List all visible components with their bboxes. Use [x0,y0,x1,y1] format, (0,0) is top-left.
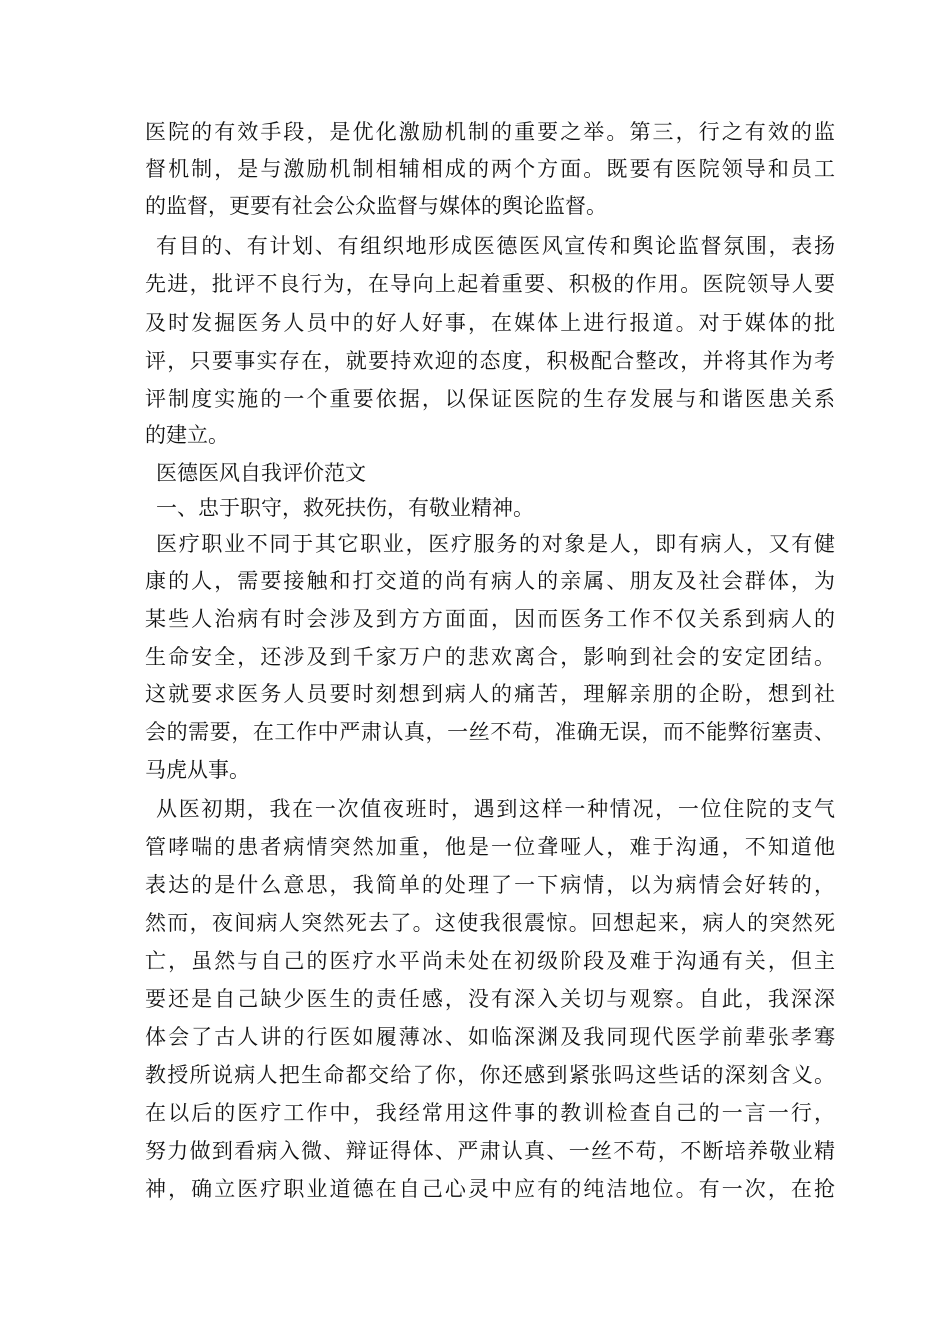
text-line: 从医初期，我在一次值夜班时，遇到这样一种情况，一位住院的支气 [156,797,835,821]
text-line: 亡，虽然与自己的医疗水平尚未处在初级阶段及难于沟通有关，但主 [145,949,835,973]
text-line: 表达的是什么意思，我简单的处理了一下病情，以为病情会好转的， [145,873,835,897]
text-line: 某些人治病有时会涉及到方方面面，因而医务工作不仅关系到病人的 [145,607,835,631]
text-line: 这就要求医务人员要时刻想到病人的痛苦，理解亲朋的企盼，想到社 [145,682,835,706]
text-line: 管哮喘的患者病情突然加重，他是一位聋哑人，难于沟通，不知道他 [145,835,835,859]
text-line: 要还是自己缺少医生的责任感，没有深入关切与观察。自此，我深深 [145,987,835,1011]
text-line: 体会了古人讲的行医如履薄冰、如临深渊及我同现代医学前辈张孝骞 [145,1025,835,1049]
text-line: 马虎从事。 [145,758,250,782]
text-line: 的建立。 [145,423,229,447]
section-heading: 医德医风自我评价范文 [156,461,366,485]
text-line: 评，只要事实存在，就要持欢迎的态度，积极配合整改，并将其作为考 [145,349,835,373]
text-line: 的监督，更要有社会公众监督与媒体的舆论监督。 [145,194,607,218]
text-line: 医疗职业不同于其它职业，医疗服务的对象是人，即有病人，又有健 [156,532,835,556]
text-line: 会的需要，在工作中严肃认真，一丝不苟，准确无误，而不能弊衍塞责、 [145,720,835,744]
text-line: 生命安全，还涉及到千家万户的悲欢离合，影响到社会的安定团结。 [145,645,835,669]
text-line: 有目的、有计划、有组织地形成医德医风宣传和舆论监督氛围，表扬 [156,234,835,258]
text-line: 然而，夜间病人突然死去了。这使我很震惊。回想起来，病人的突然死 [145,911,835,935]
text-line: 及时发掘医务人员中的好人好事，在媒体上进行报道。对于媒体的批 [145,311,835,335]
text-line: 教授所说病人把生命都交给了你，你还感到紧张吗这些话的深刻含义。 [145,1063,835,1087]
text-line: 医院的有效手段，是优化激励机制的重要之举。第三，行之有效的监 [145,120,835,144]
text-line: 先进，批评不良行为，在导向上起着重要、积极的作用。医院领导人要 [145,272,835,296]
text-line: 在以后的医疗工作中，我经常用这件事的教训检查自己的一言一行， [145,1101,835,1125]
text-line: 评制度实施的一个重要依据，以保证医院的生存发展与和谐医患关系 [145,387,835,411]
text-line: 努力做到看病入微、辩证得体、严肃认真、一丝不苟，不断培养敬业精 [145,1139,835,1163]
text-line: 督机制，是与激励机制相辅相成的两个方面。既要有医院领导和员工 [145,157,835,181]
subsection-heading: 一、忠于职守，救死扶伤，有敬业精神。 [156,496,534,520]
text-line: 康的人，需要接触和打交道的尚有病人的亲属、朋友及社会群体，为 [145,569,835,593]
text-line: 神，确立医疗职业道德在自己心灵中应有的纯洁地位。有一次，在抢 [145,1177,835,1201]
